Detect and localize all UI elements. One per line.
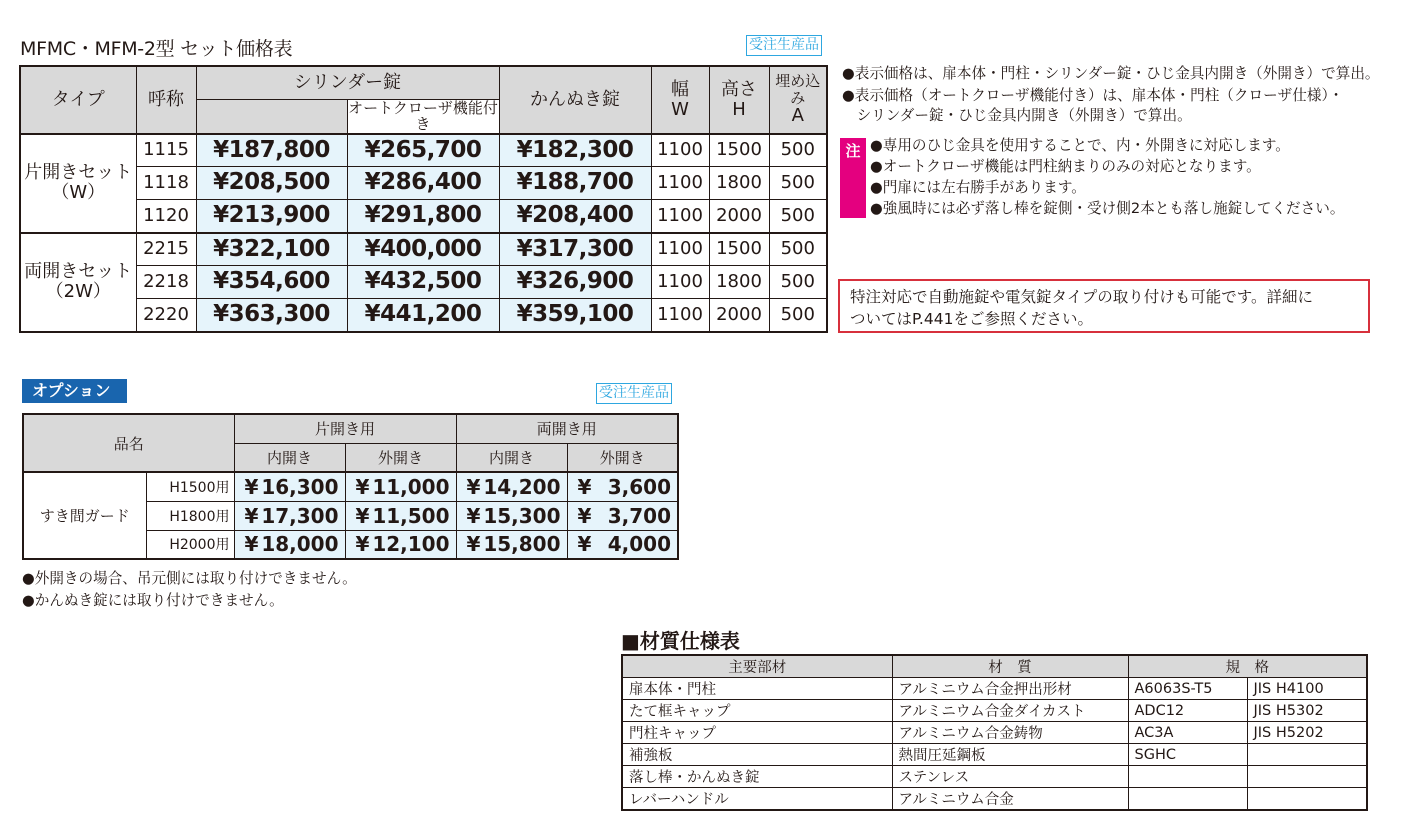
header-single-inward: 内開き (234, 443, 345, 472)
name-cell: 2215 (136, 233, 196, 266)
price-kannuki: ¥208,400 (499, 200, 651, 233)
material-cell: アルミニウム合金 (892, 788, 1128, 811)
header-material: 材 質 (892, 655, 1128, 678)
header-name: 呼称 (136, 66, 196, 134)
options-table (22, 413, 679, 560)
option-item-name: すき間ガード (23, 472, 146, 559)
price-cell: ¥ 4,000 (567, 530, 678, 559)
price-auto: ¥265,700 (347, 134, 499, 167)
name-cell: 2218 (136, 266, 196, 299)
embed-cell: 500 (769, 134, 827, 167)
table-row (20, 200, 827, 233)
spec-cell: JIS H5202 (1247, 722, 1367, 744)
price-cylinder: ¥322,100 (196, 233, 347, 266)
name-cell: 1118 (136, 167, 196, 200)
spec-cell (1247, 766, 1367, 788)
material-cell: 熱間圧延鋼板 (892, 744, 1128, 766)
table-row (622, 700, 1367, 722)
name-cell: 1120 (136, 200, 196, 233)
table-row (20, 299, 827, 332)
material-cell: ステンレス (892, 766, 1128, 788)
price-cell: ¥ 16,300 (234, 472, 345, 501)
table-header-row (622, 655, 1367, 678)
width-cell: 1100 (651, 233, 709, 266)
header-single: 片開き用 (234, 414, 456, 443)
table-row (23, 472, 678, 501)
made-to-order-badge: 受注生産品 (596, 383, 672, 404)
caution-item: ●オートクローザ機能は門柱納まりのみの対応となります。 (870, 158, 1261, 175)
spec-cell: SGHC (1128, 744, 1247, 766)
material-cell: アルミニウム合金鋳物 (892, 722, 1128, 744)
caution-item: ●専用のひじ金具を使用することで、内・外開きに対応します。 (870, 137, 1290, 154)
header-embed: 埋め込み A (769, 66, 827, 134)
height-cell: 1500 (709, 134, 769, 167)
part-cell: 扉本体・門柱 (622, 678, 892, 700)
price-kannuki: ¥326,900 (499, 266, 651, 299)
spec-cell: JIS H5302 (1247, 700, 1367, 722)
width-cell: 1100 (651, 299, 709, 332)
option-note: ●外開きの場合、吊元側には取り付けできません。 (22, 570, 357, 587)
special-note-line: ついてはP.441をご参照ください。 (850, 310, 1093, 328)
header-height: 高さ H (709, 66, 769, 134)
header-double-inward: 内開き (456, 443, 567, 472)
price-cell: ¥ 3,600 (567, 472, 678, 501)
table-row (622, 678, 1367, 700)
header-type: タイプ (20, 66, 136, 134)
size-cell: H1500用 (146, 472, 234, 501)
price-cell: ¥ 3,700 (567, 501, 678, 530)
materials-table (621, 654, 1368, 811)
embed-cell: 500 (769, 233, 827, 266)
table-row (622, 788, 1367, 811)
part-cell: たて框キャップ (622, 700, 892, 722)
special-order-note (838, 279, 1370, 333)
page-title: MFMC・MFM-2型 セット価格表 (20, 38, 293, 60)
spec-cell: ADC12 (1128, 700, 1247, 722)
spec-cell (1128, 788, 1247, 811)
price-note-2: ●表示価格（オートクローザ機能付き）は、扉本体・門柱（クローザ仕様）・ (842, 87, 1344, 104)
part-cell: 門柱キャップ (622, 722, 892, 744)
type-cell: 片開きセット （W） (20, 134, 136, 233)
price-cylinder: ¥213,900 (196, 200, 347, 233)
header-width: 幅 W (651, 66, 709, 134)
price-cell: ¥ 15,800 (456, 530, 567, 559)
header-auto-closer: オートクローザ機能付き (348, 98, 498, 133)
width-cell: 1100 (651, 134, 709, 167)
price-note-1: ●表示価格は、扉本体・門柱・シリンダー錠・ひじ金具内開き（外開き）で算出。 (842, 65, 1380, 82)
material-cell: アルミニウム合金ダイカスト (892, 700, 1128, 722)
table-row (622, 744, 1367, 766)
price-cylinder: ¥354,600 (196, 266, 347, 299)
spec-cell: A6063S-T5 (1128, 678, 1247, 700)
width-cell: 1100 (651, 200, 709, 233)
made-to-order-badge: 受注生産品 (746, 35, 822, 56)
materials-heading: ■材質仕様表 (621, 629, 740, 653)
header-double-outward: 外開き (567, 443, 678, 472)
height-cell: 2000 (709, 299, 769, 332)
embed-cell: 500 (769, 167, 827, 200)
height-cell: 1800 (709, 167, 769, 200)
price-kannuki: ¥188,700 (499, 167, 651, 200)
height-cell: 1800 (709, 266, 769, 299)
special-note-line: 特注対応で自動施錠や電気錠タイプの取り付けも可能です。詳細に (850, 288, 1313, 306)
price-cylinder: ¥363,300 (196, 299, 347, 332)
embed-cell: 500 (769, 200, 827, 233)
price-cylinder: ¥208,500 (196, 167, 347, 200)
price-cell: ¥ 11,500 (345, 501, 456, 530)
price-auto: ¥400,000 (347, 233, 499, 266)
spec-cell: JIS H4100 (1247, 678, 1367, 700)
width-cell: 1100 (651, 266, 709, 299)
set-price-table (19, 65, 828, 333)
price-note-3: シリンダー錠・ひじ金具内開き（外開き）で算出。 (842, 107, 1192, 124)
size-cell: H2000用 (146, 530, 234, 559)
part-cell: 補強板 (622, 744, 892, 766)
header-cylinder-spacer (196, 99, 347, 134)
header-part: 主要部材 (622, 655, 892, 678)
caution-item: ●強風時には必ず落し棒を錠側・受け側2本とも落し施錠してください。 (870, 200, 1345, 217)
price-kannuki: ¥359,100 (499, 299, 651, 332)
options-heading: オプション (22, 379, 127, 403)
height-cell: 1500 (709, 233, 769, 266)
price-kannuki: ¥317,300 (499, 233, 651, 266)
price-cell: ¥ 14,200 (456, 472, 567, 501)
price-kannuki: ¥182,300 (499, 134, 651, 167)
price-cell: ¥ 18,000 (234, 530, 345, 559)
table-row (20, 266, 827, 299)
price-auto: ¥286,400 (347, 167, 499, 200)
price-cell: ¥ 17,300 (234, 501, 345, 530)
header-cylinder: シリンダー錠 (196, 66, 499, 99)
price-cylinder: ¥187,800 (196, 134, 347, 167)
price-auto: ¥441,200 (347, 299, 499, 332)
embed-cell: 500 (769, 266, 827, 299)
material-cell: アルミニウム合金押出形材 (892, 678, 1128, 700)
table-row (20, 233, 827, 266)
spec-cell (1128, 766, 1247, 788)
table-row (622, 722, 1367, 744)
embed-cell: 500 (769, 299, 827, 332)
price-cell: ¥ 12,100 (345, 530, 456, 559)
part-cell: レバーハンドル (622, 788, 892, 811)
caution-item: ●門扉には左右勝手があります。 (870, 179, 1086, 196)
price-auto: ¥432,500 (347, 266, 499, 299)
option-note: ●かんぬき錠には取り付けできません。 (22, 592, 284, 609)
header-spec: 規 格 (1128, 655, 1367, 678)
spec-cell (1247, 744, 1367, 766)
width-cell: 1100 (651, 167, 709, 200)
size-cell: H1800用 (146, 501, 234, 530)
price-auto: ¥291,800 (347, 200, 499, 233)
name-cell: 2220 (136, 299, 196, 332)
name-cell: 1115 (136, 134, 196, 167)
part-cell: 落し棒・かんぬき錠 (622, 766, 892, 788)
table-row (622, 766, 1367, 788)
height-cell: 2000 (709, 200, 769, 233)
caution-label: 注 (840, 138, 866, 218)
header-single-outward: 外開き (345, 443, 456, 472)
type-cell: 両開きセット （2W） (20, 233, 136, 332)
spec-cell (1247, 788, 1367, 811)
header-item: 品名 (23, 414, 234, 472)
table-row (20, 134, 827, 167)
price-cell: ¥ 11,000 (345, 472, 456, 501)
price-cell: ¥ 15,300 (456, 501, 567, 530)
spec-cell: AC3A (1128, 722, 1247, 744)
header-kannuki: かんぬき錠 (499, 66, 651, 134)
header-double: 両開き用 (456, 414, 678, 443)
table-row (20, 167, 827, 200)
